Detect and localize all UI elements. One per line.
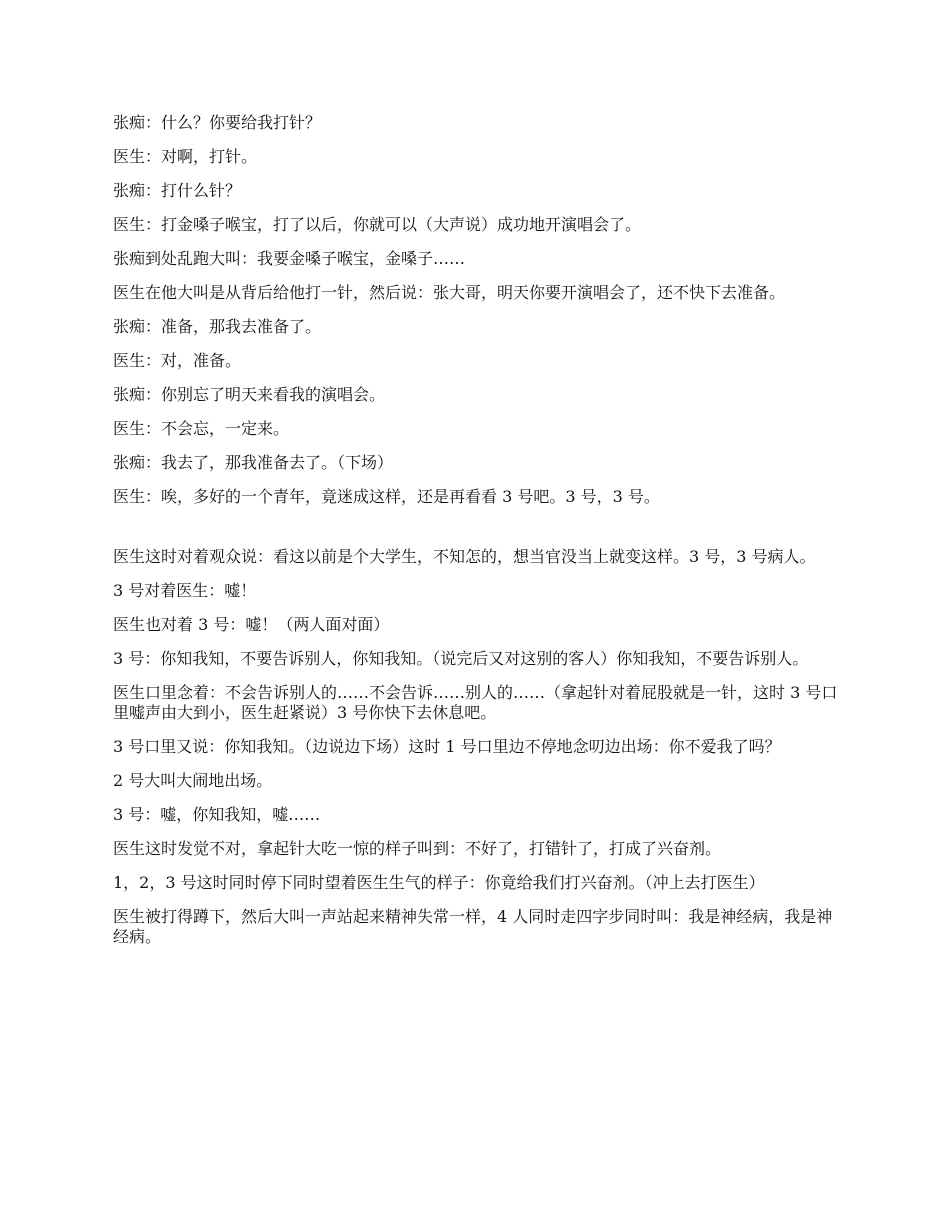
paragraph: 医生在他大叫是从背后给他打一针，然后说：张大哥，明天你要开演唱会了，还不快下去准备。 bbox=[113, 283, 786, 302]
paragraph: 医生：对啊，打针。 bbox=[113, 147, 258, 166]
paragraph: 医生口里念着：不会告诉别人的……不会告诉……别人的……（拿起针对着屁股就是一针，这时 3 号口里嘘声由大到小，医生赶紧说）3 号你快下去休息吧。 bbox=[113, 683, 838, 722]
paragraph: 张痴：打什么针？ bbox=[113, 181, 242, 200]
paragraph: 医生：对，准备。 bbox=[113, 351, 242, 370]
paragraph: 1，2，3 号这时同时停下同时望着医生生气的样子：你竟给我们打兴奋剂。（冲上去打医生） bbox=[113, 873, 765, 892]
paragraph: 医生这时对着观众说：看这以前是个大学生，不知怎的，想当官没当上就变这样。3 号，3 号病人。 bbox=[113, 547, 816, 566]
paragraph: 张痴：你别忘了明天来看我的演唱会。 bbox=[113, 385, 386, 404]
paragraph: 医生：不会忘，一定来。 bbox=[113, 419, 290, 438]
paragraph: 医生被打得蹲下，然后大叫一声站起来精神失常一样，4 人同时走四字步同时叫：我是神经病，我是神经病。 bbox=[113, 907, 833, 946]
paragraph: 医生：打金嗓子喉宝，打了以后，你就可以（大声说）成功地开演唱会了。 bbox=[113, 215, 642, 234]
paragraph: 3 号对着医生：嘘！ bbox=[113, 581, 257, 600]
paragraph: 医生这时发觉不对，拿起针大吃一惊的样子叫到：不好了，打错针了，打成了兴奋剂。 bbox=[113, 839, 722, 858]
paragraph: 3 号口里又说：你知我知。（边说边下场）这时 1 号口里边不停地念叨边出场：你不爱我了吗？ bbox=[113, 737, 781, 756]
paragraph: 张痴：我去了，那我准备去了。（下场） bbox=[113, 453, 394, 472]
paragraph: 张痴到处乱跑大叫：我要金嗓子喉宝，金嗓子…… bbox=[113, 249, 466, 268]
paragraph: 医生：唉，多好的一个青年，竟迷成这样，还是再看看 3 号吧。3 号，3 号。 bbox=[113, 487, 660, 506]
paragraph: 张痴：什么？你要给我打针？ bbox=[113, 113, 322, 132]
paragraph: 3 号：你知我知，不要告诉别人，你知我知。（说完后又对这别的客人）你知我知，不要告诉别人。 bbox=[113, 649, 809, 668]
document-body bbox=[113, 113, 839, 961]
section-gap bbox=[113, 521, 839, 547]
paragraph: 医生也对着 3 号：嘘！（两人面对面） bbox=[113, 615, 390, 634]
paragraph: 2 号大叫大闹地出场。 bbox=[113, 771, 273, 790]
paragraph: 3 号：嘘，你知我知，嘘…… bbox=[113, 805, 321, 824]
paragraph: 张痴：准备，那我去准备了。 bbox=[113, 317, 322, 336]
